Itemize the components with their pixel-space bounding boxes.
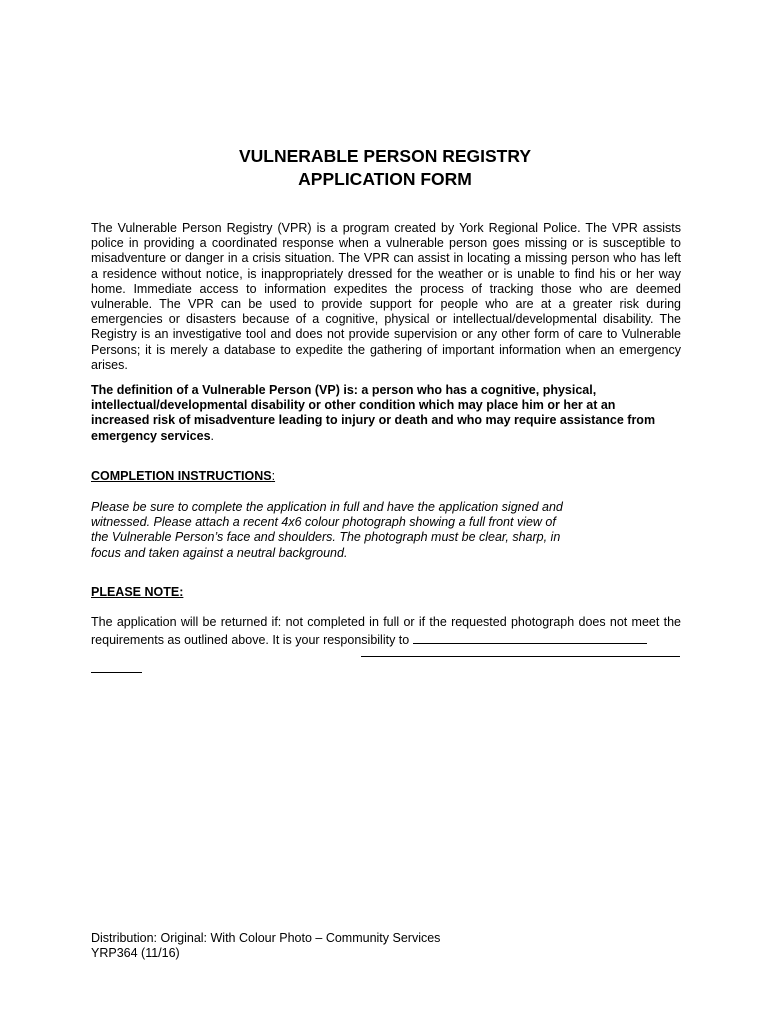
responsibility-blank-line-2[interactable] bbox=[361, 656, 680, 657]
please-note-heading: PLEASE NOTE: bbox=[91, 585, 184, 599]
completion-instructions-text: Please be sure to complete the application in full and have the application signed and witnessed. Please attach a recent 4x6 colour photograph showing a full front view of the Vulnerable Person’s face and shoulders. The photograph must be clear, sharp, in focus and taken against a neutral background. bbox=[91, 500, 563, 560]
responsibility-blank-line-1[interactable] bbox=[413, 630, 647, 644]
completion-instructions-heading: COMPLETION INSTRUCTIONS: bbox=[91, 469, 276, 483]
form-title: VULNERABLE PERSON REGISTRY bbox=[238, 146, 532, 166]
please-note-text: The application will be returned if: not completed in full or if the requested photograph does not meet the requirements as outlined above. It is your responsibility to bbox=[91, 615, 681, 648]
intro-paragraph: The Vulnerable Person Registry (VPR) is a program created by York Regional Police. The VPR assists police in providing a coordinated response when a vulnerable person goes missing or is susceptible to misadventure or danger in a crisis situation. The VPR can assist in locating a missing person who has left a residence without notice, is inappropriately dressed for the weather or is unable to find his or her way home. Immediate access to information expedites the process of tracking those who are deemed vulnerable. The VPR can be used to provide support for people who are at a greater risk during emergencies or disasters because of a cognitive, physical or intellectual/developmental disability. The Registry is an investigative tool and does not provide supervision or any other form of care to Vulnerable Persons; it is merely a database to expedite the gathering of important information when an emergency arises. bbox=[91, 221, 681, 372]
definition-text: The definition of a Vulnerable Person (VP) is: a person who has a cognitive, physical, intellectual/developmental disability or other condition which may place him or her at an increased risk of misadventure leading to injury or death and who may require assistance from emergency services bbox=[91, 383, 656, 443]
please-note-paragraph bbox=[91, 615, 681, 648]
form-subtitle: APPLICATION FORM bbox=[298, 169, 472, 189]
definition-tail: . bbox=[210, 428, 215, 443]
form-code-footer: YRP364 (11/16) bbox=[91, 946, 180, 960]
definition-paragraph bbox=[91, 383, 676, 444]
responsibility-blank-line-3[interactable] bbox=[91, 672, 142, 673]
distribution-footer: Distribution: Original: With Colour Photo – Community Services bbox=[91, 931, 441, 945]
